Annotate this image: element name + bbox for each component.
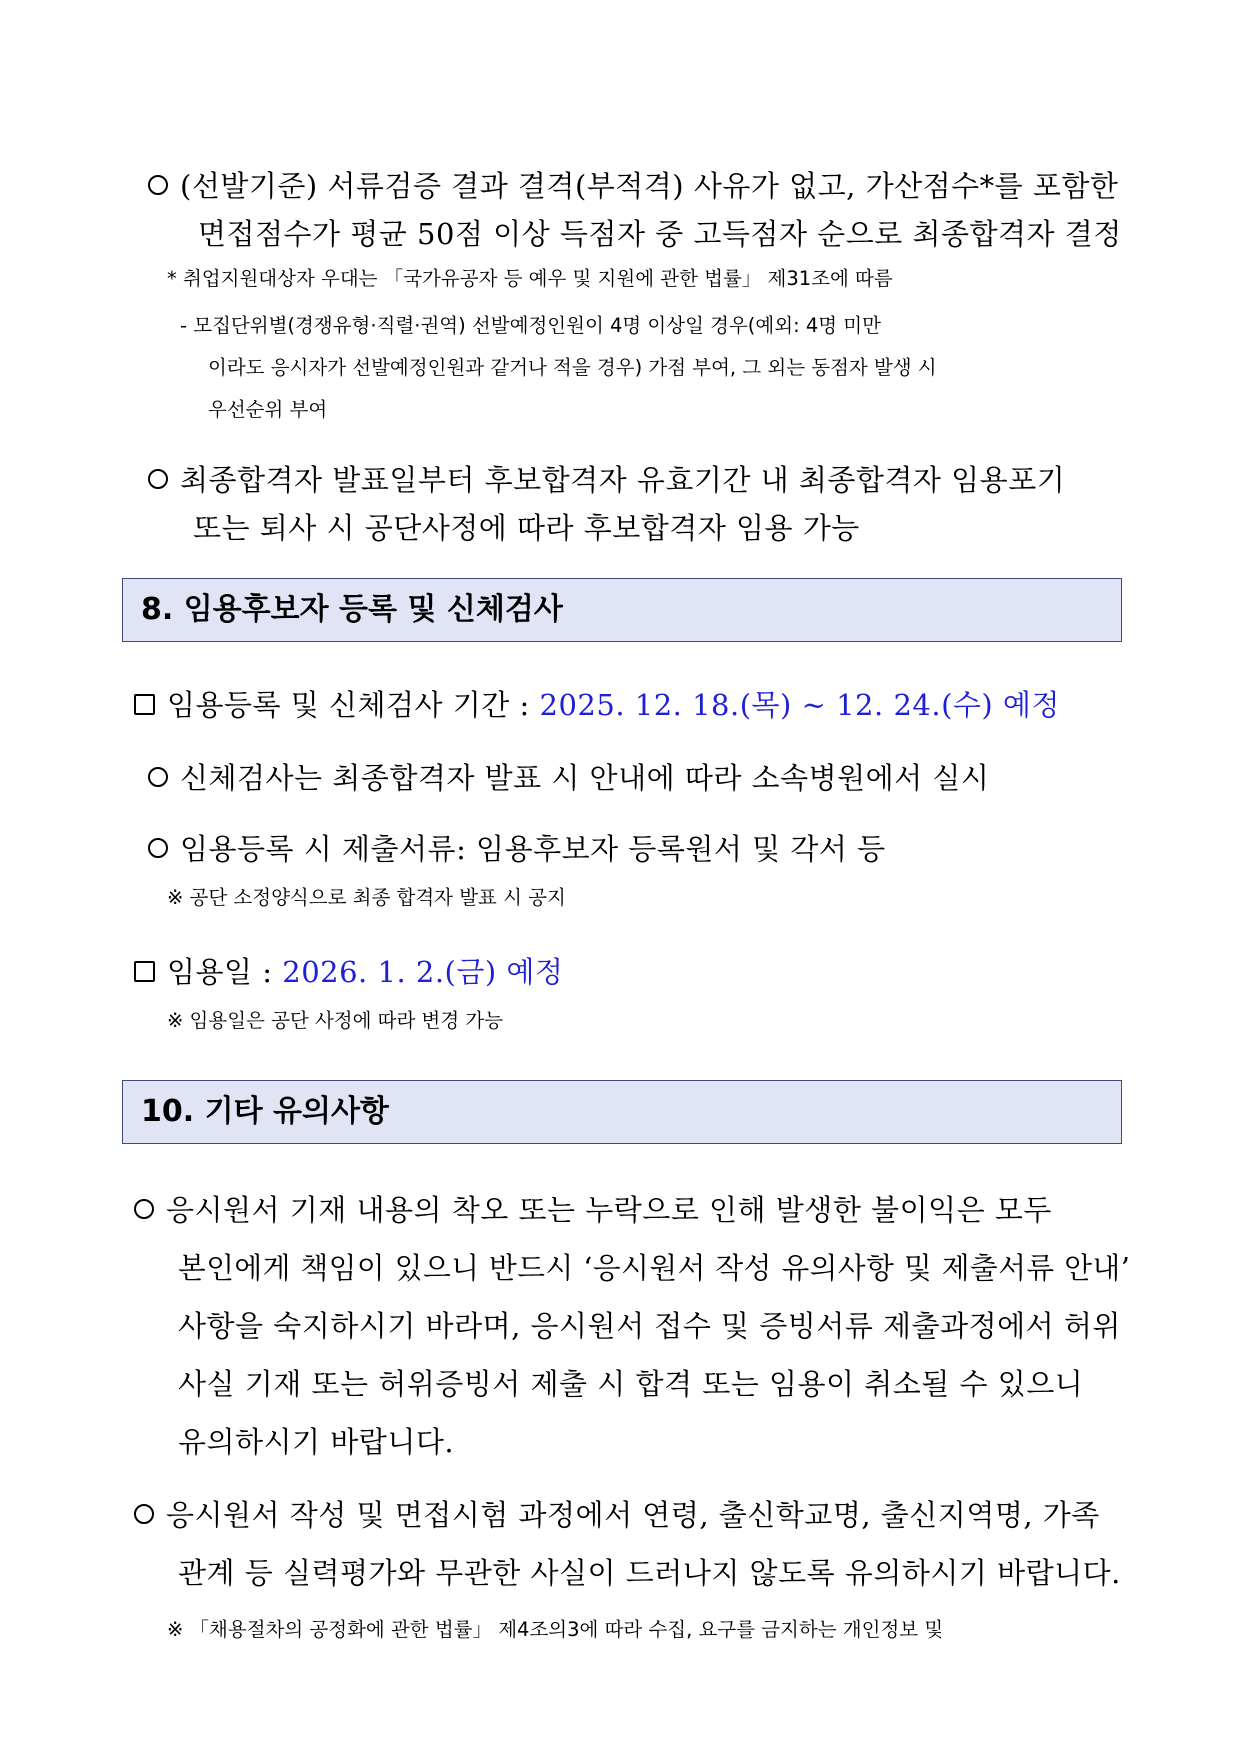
hollow-circle-bullet-icon xyxy=(148,838,168,858)
notice-1-line-3: 사항을 숙지하시기 바라며, 응시원서 접수 및 증빙서류 제출과정에서 허위 xyxy=(178,1309,1121,1343)
hollow-circle-bullet-icon xyxy=(148,175,168,195)
square-bullet-icon xyxy=(134,961,155,982)
reserve-line-1: 최종합격자 발표일부터 후보합격자 유효기간 내 최종합격자 임용포기 xyxy=(148,458,1065,499)
notice-1-line-2: 본인에게 책임이 있으니 반드시 ‘응시원서 작성 유의사항 및 제출서류 안내’ xyxy=(178,1251,1131,1285)
criteria-line-1: (선발기준) 서류검증 결과 결격(부적격) 사유가 없고, 가산점수*를 포함한 xyxy=(148,164,1118,205)
notice-2-line-2: 관계 등 실력평가와 무관한 사실이 드러나지 않도록 유의하시기 바랍니다. xyxy=(178,1556,1121,1590)
hollow-circle-bullet-icon xyxy=(134,1504,154,1524)
registration-period: 임용등록 및 신체검사 기간 : 2025. 12. 18.(목) ~ 12. 24.(수) 예정 xyxy=(134,683,1060,724)
hollow-circle-bullet-icon xyxy=(148,469,168,489)
section-8-header: 8. 임용후보자 등록 및 신체검사 xyxy=(122,578,1122,642)
notice-2-note: ※ 「채용절차의 공정화에 관한 법률」 제4조의3에 따라 수집, 요구를 금지하는 개인정보 및 xyxy=(167,1618,944,1641)
appointment-date: 임용일 : 2026. 1. 2.(금) 예정 xyxy=(134,950,563,991)
reserve-line-2: 또는 퇴사 시 공단사정에 따라 후보합격자 임용 가능 xyxy=(193,511,860,545)
notice-1-line-5: 유의하시기 바랍니다. xyxy=(178,1425,455,1459)
appointment-date-value: 2026. 1. 2.(금) 예정 xyxy=(282,955,564,989)
criteria-note: * 취업지원대상자 우대는 「국가유공자 등 예우 및 지원에 관한 법률」 제31조에 따름 xyxy=(167,267,893,290)
criteria-dash-line-3: 우선순위 부여 xyxy=(208,398,328,421)
registration-period-value: 2025. 12. 18.(목) ~ 12. 24.(수) 예정 xyxy=(539,688,1060,722)
criteria-dash-line-1: - 모집단위별(경쟁유형·직렬·권역) 선발예정인원이 4명 이상일 경우(예외: 4명 미만 xyxy=(180,314,881,337)
appointment-note: ※ 임용일은 공단 사정에 따라 변경 가능 xyxy=(167,1009,504,1032)
criteria-dash-line-2: 이라도 응시자가 선발예정인원과 같거나 적을 경우) 가점 부여, 그 외는 동점자 발생 시 xyxy=(208,356,937,379)
physical-exam-bullet: 신체검사는 최종합격자 발표 시 안내에 따라 소속병원에서 실시 xyxy=(148,756,989,797)
hollow-circle-bullet-icon xyxy=(148,767,168,787)
notice-1-line-4: 사실 기재 또는 허위증빙서 제출 시 합격 또는 임용이 취소될 수 있으니 xyxy=(178,1367,1084,1401)
documents-bullet: 임용등록 시 제출서류: 임용후보자 등록원서 및 각서 등 xyxy=(148,827,886,868)
notice-1-line-1: 응시원서 기재 내용의 착오 또는 누락으로 인해 발생한 불이익은 모두 xyxy=(134,1188,1052,1229)
criteria-line-2: 면접점수가 평균 50점 이상 득점자 중 고득점자 순으로 최종합격자 결정 xyxy=(198,217,1122,251)
hollow-circle-bullet-icon xyxy=(134,1199,154,1219)
documents-note: ※ 공단 소정양식으로 최종 합격자 발표 시 공지 xyxy=(167,886,566,909)
notice-2-line-1: 응시원서 작성 및 면접시험 과정에서 연령, 출신학교명, 출신지역명, 가족 xyxy=(134,1493,1100,1534)
square-bullet-icon xyxy=(134,694,155,715)
section-10-header: 10. 기타 유의사항 xyxy=(122,1080,1122,1144)
